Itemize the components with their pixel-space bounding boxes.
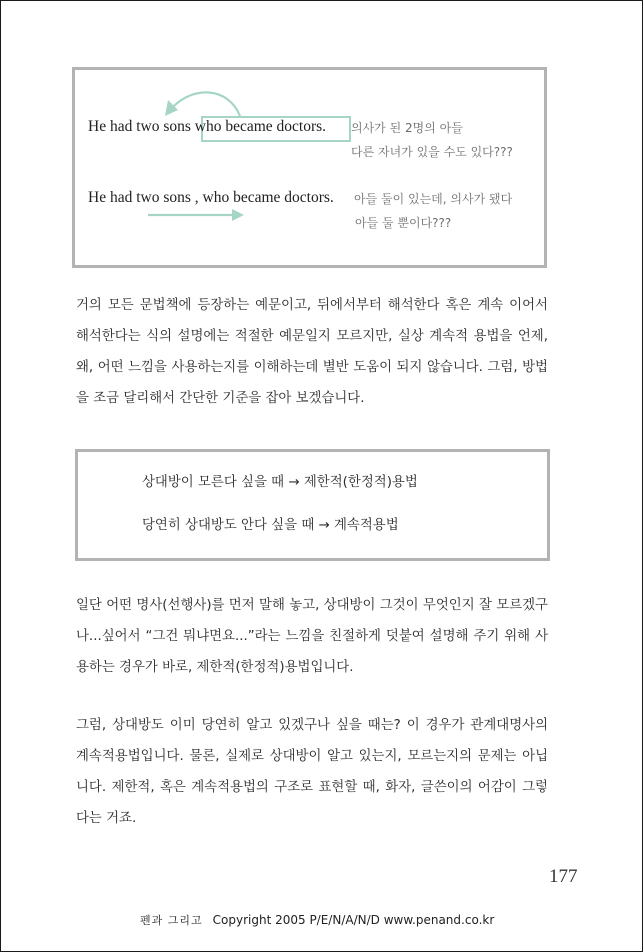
paragraph-1-text: 거의 모든 문법책에 등장하는 예문이고, 뒤에서부터 해석한다 혹은 계속 이어서 해석한다는 식의 설명에는 적절한 예문일지 모르지만, 실상 계속적 용법을 언제, 왜, 어떤 느낌을 사용하는지를 이해하는데 별반 도움이 되지 않습니다. 그럼, 방법을 조금 달리해서 간단한 기준을 잡아 보겠습니다. <box>76 298 548 406</box>
paragraph-3 <box>76 710 548 834</box>
rule-restrictive: 상대방이 모른다 싶을 때 → 제한적(한정적)용법 <box>142 475 418 490</box>
sentence-relative-clause: who became doctors. <box>194 118 327 135</box>
curved-arrow-icon <box>172 92 240 116</box>
rule-continuous: 당연히 상대방도 안다 싶을 때 → 계속적용법 <box>142 518 399 533</box>
example-sentence-restrictive <box>88 118 326 136</box>
example-sentence-continuous: He had two sons , who became doctors. <box>88 189 334 206</box>
sentence-prefix: He had two sons <box>88 118 195 135</box>
rule-box <box>75 449 550 561</box>
paragraph-3-text: 그럼, 상대방도 이미 당연히 알고 있겠구나 싶을 때는? 이 경우가 관계대명사의 계속적용법입니다. 물론, 실제로 상대방이 알고 있는지, 모르는지의 문제는 아닙니다. 제한적, 혹은 계속적용법의 구조로 표현할 때, 화자, 글쓴이의 어감이 그렇다는 거죠. <box>76 718 548 826</box>
paragraph-2 <box>76 590 548 683</box>
note1-line2: 다른 자녀가 있을 수도 있다??? <box>351 145 513 159</box>
curved-arrow-head-icon <box>165 100 178 116</box>
paragraph-1 <box>76 290 548 414</box>
note1-line1: 의사가 된 2명의 아들 <box>351 121 463 135</box>
page-number: 177 <box>549 866 578 887</box>
footer-brand-logo: 펜과 그리고 <box>140 914 203 927</box>
note2-line1: 아들 둘이 있는데, 의사가 됐다 <box>354 192 513 206</box>
paragraph-2-text: 일단 어떤 명사(선행사)를 먼저 말해 놓고, 상대방이 그것이 무엇인지 잘 모르겠구나...싶어서 “그건 뭐냐면요...”라는 느낌을 친절하게 덧붙여 설명해 주기 위해 사용하는 경우가 바로, 제한적(한정적)용법입니다. <box>76 598 548 675</box>
note2-line2: 아들 둘 뿐이다??? <box>355 216 452 230</box>
straight-arrow-head-icon <box>232 209 244 221</box>
footer <box>140 912 494 928</box>
footer-copyright: Copyright 2005 P/E/N/A/N/D www.penand.co.kr <box>212 913 495 927</box>
